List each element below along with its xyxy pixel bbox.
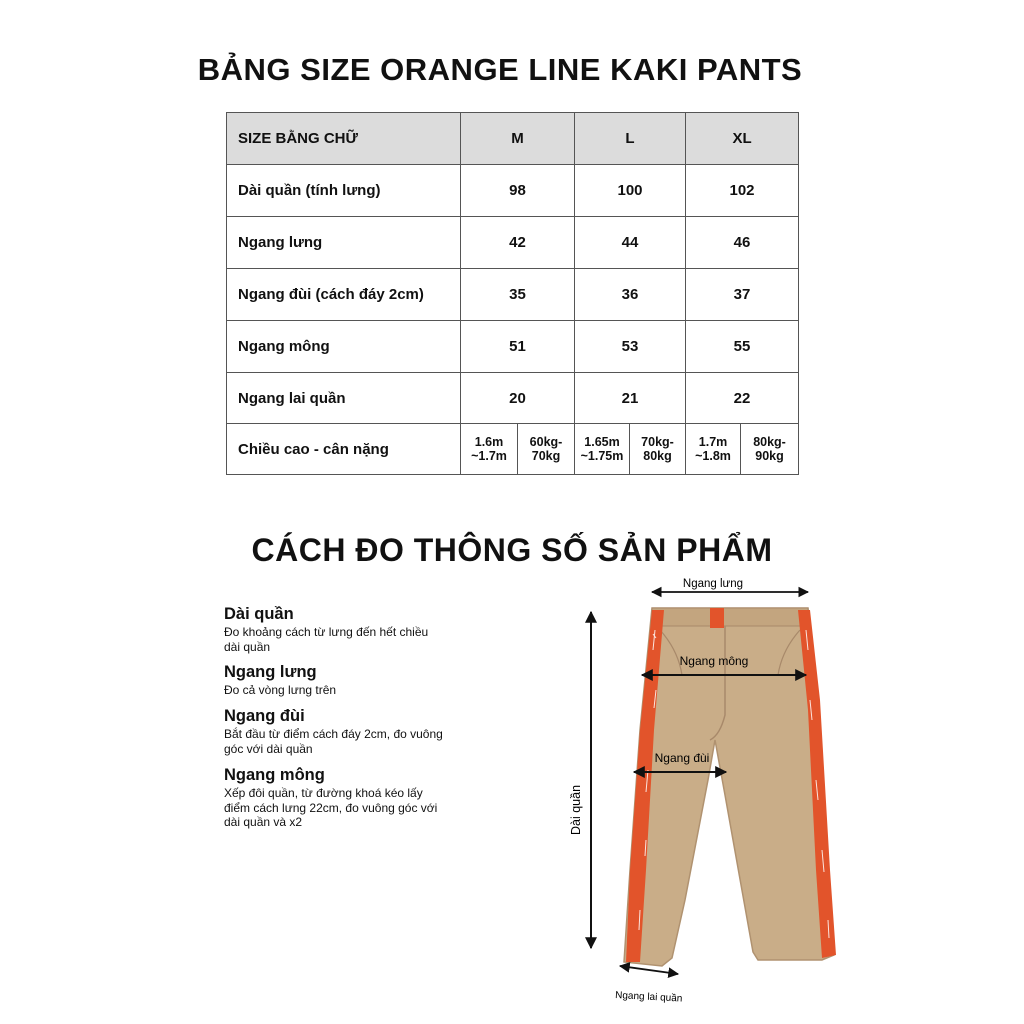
- header-size-l: L: [575, 113, 686, 165]
- guide-description: Đo khoảng cách từ lưng đến hết chiều dài quần: [224, 625, 429, 654]
- table-cell: 100: [575, 165, 686, 217]
- table-cell: 46: [686, 217, 799, 269]
- row-label: Chiều cao - cân nặng: [227, 424, 461, 475]
- height-cell: 1.65m ~1.75m: [575, 424, 630, 475]
- table-cell: 102: [686, 165, 799, 217]
- guide-item-thigh: [224, 706, 444, 756]
- row-label: Ngang lưng: [227, 217, 461, 269]
- header-size-xl: XL: [686, 113, 799, 165]
- hip-label: Ngang mông: [679, 654, 749, 668]
- guide-heading: Ngang đùi: [224, 707, 305, 725]
- row-label: Dài quần (tính lưng): [227, 165, 461, 217]
- guide-item-length: [224, 604, 444, 654]
- header-size-m: M: [461, 113, 575, 165]
- guide-item-waist: [224, 662, 444, 698]
- guide-description: Đo cả vòng lưng trên: [224, 683, 337, 697]
- table-cell: 55: [686, 321, 799, 373]
- hem-label: Ngang lai quần: [614, 990, 683, 1005]
- table-row: [227, 373, 799, 424]
- page-title: BẢNG SIZE ORANGE LINE KAKI PANTS: [197, 52, 803, 87]
- section-title: CÁCH ĐO THÔNG SỐ SẢN PHẨM: [251, 532, 773, 568]
- table-row: [227, 424, 799, 475]
- table-row: [227, 165, 799, 217]
- guide-item-hip: [224, 765, 444, 830]
- hem-arrow: [620, 966, 678, 974]
- table-cell: 98: [461, 165, 575, 217]
- table-cell: 37: [686, 269, 799, 321]
- table-cell: 51: [461, 321, 575, 373]
- table-cell: 21: [575, 373, 686, 424]
- guide-description: Xếp đôi quần, từ đường khoá kéo lấy điểm cách lưng 22cm, đo vuông góc với dài quần và x2: [224, 786, 438, 829]
- thigh-label: Ngang đùi: [654, 751, 710, 765]
- length-label: Dài quần: [569, 784, 583, 836]
- table-cell: 44: [575, 217, 686, 269]
- guide-description: Bắt đầu từ điểm cách đáy 2cm, đo vuông góc với dài quần: [224, 727, 443, 756]
- table-row: [227, 321, 799, 373]
- table-cell: 22: [686, 373, 799, 424]
- size-table: [226, 112, 799, 475]
- waistband: [652, 608, 808, 626]
- guide-heading: Dài quần: [224, 605, 294, 623]
- guide-heading: Ngang lưng: [224, 663, 317, 681]
- guide-heading: Ngang mông: [224, 766, 325, 784]
- header-size-label: SIZE BẰNG CHỮ: [227, 113, 461, 165]
- weight-cell: 70kg- 80kg: [630, 424, 686, 475]
- pants-measurement-diagram: [560, 570, 860, 1010]
- table-cell: 42: [461, 217, 575, 269]
- height-cell: 1.7m ~1.8m: [686, 424, 741, 475]
- table-cell: 36: [575, 269, 686, 321]
- table-header-row: [227, 113, 799, 165]
- weight-cell: 80kg- 90kg: [741, 424, 799, 475]
- table-cell: 20: [461, 373, 575, 424]
- table-row: [227, 217, 799, 269]
- weight-cell: 60kg- 70kg: [518, 424, 575, 475]
- row-label: Ngang lai quần: [227, 373, 461, 424]
- table-cell: 53: [575, 321, 686, 373]
- height-cell: 1.6m ~1.7m: [461, 424, 518, 475]
- row-label: Ngang đùi (cách đáy 2cm): [227, 269, 461, 321]
- waist-label: Ngang lưng: [682, 578, 744, 590]
- table-cell: 35: [461, 269, 575, 321]
- orange-tag: [710, 608, 724, 628]
- table-row: [227, 269, 799, 321]
- row-label: Ngang mông: [227, 321, 461, 373]
